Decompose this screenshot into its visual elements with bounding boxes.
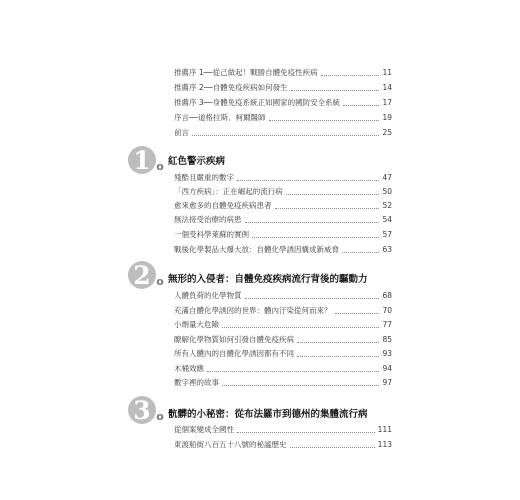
toc-entry[interactable] [174,318,392,332]
toc-entry[interactable] [174,81,392,95]
entry-page: 54 [382,215,392,224]
dot-leader [222,385,379,386]
entry-title: 殘酷且嚴重的數字 [174,173,234,182]
entry-page: 85 [382,335,392,344]
entry-page: 94 [382,364,392,373]
dot-leader [245,298,380,299]
dot-leader [342,252,379,253]
dot-leader [245,222,380,223]
entry-title: 愈來愈多的自體免疫疾病患者 [174,201,272,210]
toc-entry[interactable] [174,66,392,80]
entry-title: 無法接受治療的病患 [174,215,242,224]
chapter-number: 3 [133,396,151,425]
toc-entry[interactable] [174,438,392,452]
dot-leader [275,208,380,209]
dot-leader [237,432,375,433]
toc-entry[interactable] [174,289,392,303]
entry-page: 25 [382,128,392,137]
entry-page: 57 [382,230,392,239]
dot-leader [343,105,379,106]
entry-page: 19 [382,113,392,122]
chapter-title: 無形的入侵者：自體免疫疾病流行背後的驅動力 [168,274,368,285]
entry-page: 113 [377,440,392,449]
entry-title: 東渡船街八百五十八號的秘謐歷史 [174,440,287,449]
dot-leader [335,313,380,314]
toc-entry[interactable] [174,333,392,347]
dot-leader [297,356,379,357]
entry-title: 前言 [174,128,189,137]
entry-page: 47 [382,173,392,182]
toc-entry[interactable] [174,228,392,242]
toc-entry[interactable] [174,111,392,125]
entry-title: 推薦序 1──從己做起！戰勝自體免疫性疾病 [174,68,318,77]
entry-title: 所有人體內的自體化學誘因都有不同 [174,349,294,358]
chapter-number: 1 [133,146,151,175]
entry-title: 一個受科學萊蘇的實例 [174,230,249,239]
toc-entry[interactable] [174,347,392,361]
chapter-number-badge [126,140,166,180]
chapter-number-suffix: o [156,275,164,288]
entry-title: 從個案變成全國性 [174,425,234,434]
chapter-number: 2 [133,261,151,290]
toc-entry[interactable] [174,304,392,318]
entry-title: 數字裡的故事 [174,378,219,387]
entry-title: 人體負荷的化學物質 [174,291,242,300]
entry-page: 111 [377,425,392,434]
dot-leader [297,342,379,343]
chapter-title: 紅色警示疾病 [168,156,226,167]
entry-title: 小劑量大危險 [174,320,219,329]
dot-leader [192,135,379,136]
dot-leader [269,120,380,121]
chapter-number-suffix: o [156,160,164,173]
chapter-number-suffix: o [156,410,164,423]
dot-leader [290,447,375,448]
chapter-number-badge [126,255,166,295]
dot-leader [321,75,380,76]
toc-entry[interactable] [174,199,392,213]
entry-page: 17 [382,98,392,107]
entry-page: 68 [382,291,392,300]
toc-entry[interactable] [174,126,392,140]
dot-leader [286,194,380,195]
entry-title: 「西方疾病」：正在崛起的流行病 [174,187,283,196]
dot-leader [291,90,380,91]
entry-page: 93 [382,349,392,358]
entry-title: 推薦序 3──身體免疫系統正如國家的國防安全系統 [174,98,341,107]
entry-page: 63 [382,245,392,254]
entry-title: 戰後化學製品大爆大放：自體化學誘因構成新威脅 [174,245,339,254]
entry-title: 木桶效應 [174,364,204,373]
toc-entry[interactable] [174,213,392,227]
entry-page: 52 [382,201,392,210]
entry-title: 推薦序 2──自體免疫疾病如何發生 [174,83,288,92]
dot-leader [237,180,379,181]
toc-entry[interactable] [174,185,392,199]
entry-title: 序言──道格拉斯．柯爾醫師 [174,113,266,122]
entry-page: 97 [382,378,392,387]
entry-title: 充滿自體化學誘因的世界：體內汙染從何而來？ [174,306,332,315]
dot-leader [222,327,379,328]
dot-leader [207,371,379,372]
entry-page: 11 [382,68,392,77]
dot-leader [252,237,379,238]
toc-entry[interactable] [174,423,392,437]
toc-entry[interactable] [174,376,392,390]
entry-title: 瞭解化學物質如何引發自體免疫疾病 [174,335,294,344]
chapter-number-badge [126,390,166,430]
entry-page: 50 [382,187,392,196]
toc-entry[interactable] [174,96,392,110]
toc-entry[interactable] [174,362,392,376]
toc-entry[interactable] [174,171,392,185]
chapter-title: 骯髒的小秘密：從布法羅市到德州的集體流行病 [168,409,368,420]
entry-page: 77 [382,320,392,329]
entry-page: 14 [382,83,392,92]
entry-page: 70 [382,306,392,315]
